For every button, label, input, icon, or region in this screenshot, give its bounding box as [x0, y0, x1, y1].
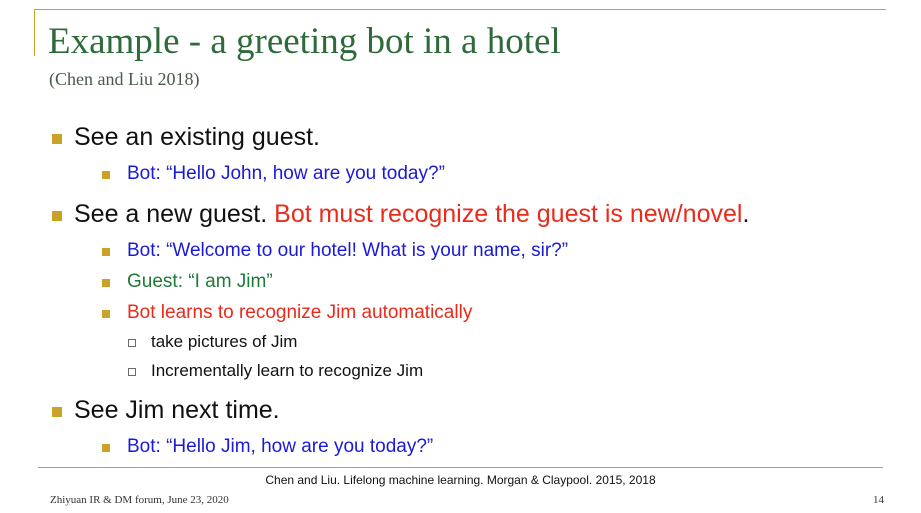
citation: Chen and Liu. Lifelong machine learning. Morgan & Claypool. 2015, 2018 — [265, 473, 656, 487]
sub-bullet-hello-jim: Bot: “Hello Jim, how are you today?” — [127, 436, 434, 457]
bullet-square-icon — [52, 134, 62, 144]
sub-bullet-bot-learns: Bot learns to recognize Jim automatically — [127, 302, 473, 323]
hollow-square-bullet-icon — [128, 339, 136, 347]
hollow-square-bullet-icon — [128, 368, 136, 376]
sub-bullet-welcome: Bot: “Welcome to our hotel! What is your name, sir?” — [127, 240, 569, 261]
sub-sub-bullet-take-pictures: take pictures of Jim — [151, 332, 298, 351]
sub-sub-bullet-incremental-learn: Incrementally learn to recognize Jim — [151, 361, 424, 380]
slide-subtitle: (Chen and Liu 2018) — [49, 69, 200, 89]
top-divider-line — [34, 9, 886, 10]
bullet-existing-guest: See an existing guest. — [74, 123, 320, 151]
sub-bullet-square-icon — [102, 171, 110, 179]
bullet-square-icon — [52, 211, 62, 221]
bullet-new-guest-period: . — [742, 200, 750, 228]
sub-bullet-square-icon — [102, 248, 110, 256]
footer-divider-line — [38, 467, 883, 468]
sub-bullet-square-icon — [102, 310, 110, 318]
bullet-jim-next-time: See Jim next time. — [74, 396, 280, 424]
sub-bullet-square-icon — [102, 444, 110, 452]
bullet-square-icon — [52, 407, 62, 417]
sub-bullet-hello-john: Bot: “Hello John, how are you today?” — [127, 163, 445, 184]
slide-title: Example - a greeting bot in a hotel — [48, 21, 561, 62]
title-accent-line — [34, 9, 35, 56]
bullet-new-guest-text: See a new guest. — [74, 200, 275, 228]
footer-event: Zhiyuan IR & DM forum, June 23, 2020 — [50, 494, 229, 506]
page-number: 14 — [873, 494, 884, 506]
bullet-new-guest-highlight: Bot must recognize the guest is new/novel — [274, 200, 743, 228]
bullet-new-guest — [74, 200, 749, 229]
sub-bullet-guest-reply: Guest: “I am Jim” — [127, 271, 273, 292]
sub-bullet-square-icon — [102, 279, 110, 287]
